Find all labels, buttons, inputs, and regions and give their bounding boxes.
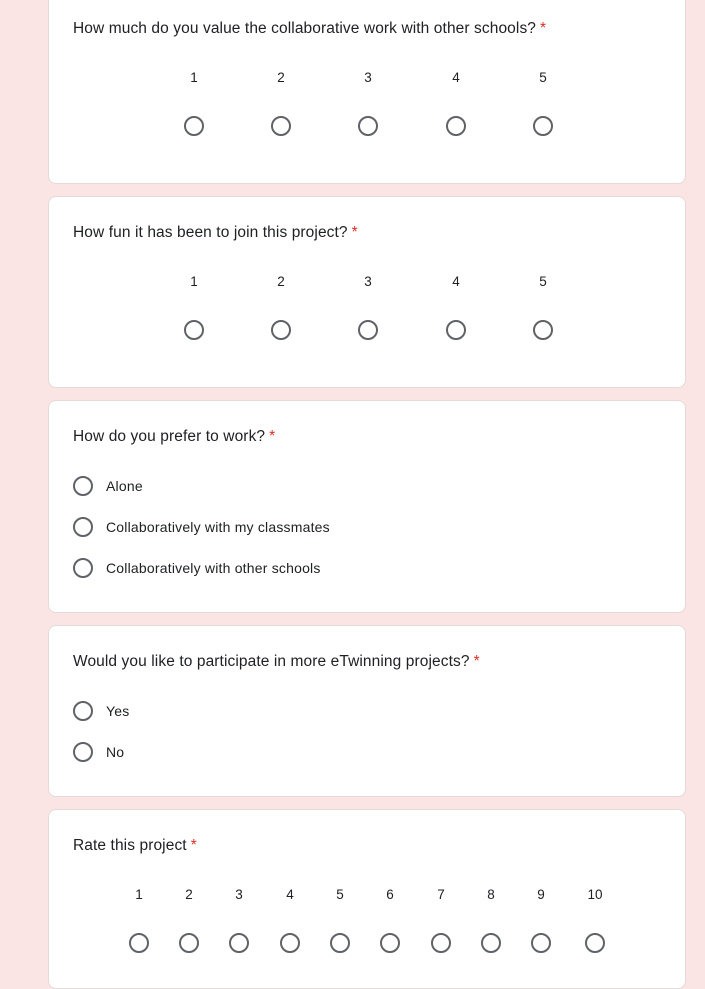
question-card-rate-project <box>48 809 686 989</box>
scale-radio-4[interactable] <box>280 933 300 953</box>
scale-label-9: 9 <box>537 887 545 902</box>
option-label[interactable]: Alone <box>106 478 143 494</box>
scale-radio-8[interactable] <box>481 933 501 953</box>
scale-label-2: 2 <box>277 274 285 289</box>
scale-label-2: 2 <box>185 887 193 902</box>
scale-radio-3[interactable] <box>358 320 378 340</box>
scale-label-7: 7 <box>437 887 445 902</box>
question-text: Rate this project <box>73 837 187 854</box>
scale-radio-7[interactable] <box>431 933 451 953</box>
option-label[interactable]: Collaboratively with my classmates <box>106 519 330 535</box>
option-radio[interactable] <box>73 558 93 578</box>
question-card-work-preference <box>48 400 686 613</box>
question-card-value-collaboration <box>48 0 686 184</box>
option-radio[interactable] <box>73 517 93 537</box>
option-label[interactable]: No <box>106 744 125 760</box>
question-title <box>73 428 275 446</box>
scale-radio-2[interactable] <box>271 116 291 136</box>
required-asterisk: * <box>190 837 197 854</box>
scale-label-5: 5 <box>539 70 547 85</box>
scale-radio-9[interactable] <box>531 933 551 953</box>
question-title <box>73 224 358 242</box>
scale-label-4: 4 <box>452 274 460 289</box>
scale-radio-5[interactable] <box>533 116 553 136</box>
required-asterisk: * <box>351 224 358 241</box>
scale-radio-1[interactable] <box>184 116 204 136</box>
question-card-more-projects <box>48 625 686 797</box>
option-radio[interactable] <box>73 476 93 496</box>
scale-radio-1[interactable] <box>184 320 204 340</box>
scale-label-3: 3 <box>364 70 372 85</box>
scale-radio-4[interactable] <box>446 116 466 136</box>
question-text: How fun it has been to join this project? <box>73 224 348 241</box>
scale-label-1: 1 <box>190 274 198 289</box>
option-label[interactable]: Yes <box>106 703 130 719</box>
question-text: Would you like to participate in more eTwinning projects? <box>73 653 470 670</box>
scale-label-1: 1 <box>135 887 143 902</box>
scale-label-6: 6 <box>386 887 394 902</box>
question-text: How do you prefer to work? <box>73 428 266 445</box>
scale-radio-2[interactable] <box>271 320 291 340</box>
option-radio[interactable] <box>73 701 93 721</box>
scale-label-3: 3 <box>235 887 243 902</box>
required-asterisk: * <box>269 428 276 445</box>
question-card-fun <box>48 196 686 388</box>
option-radio[interactable] <box>73 742 93 762</box>
scale-radio-10[interactable] <box>585 933 605 953</box>
question-title <box>73 20 546 38</box>
question-title <box>73 653 480 671</box>
scale-radio-4[interactable] <box>446 320 466 340</box>
question-text: How much do you value the collaborative work with other schools? <box>73 20 537 37</box>
scale-label-4: 4 <box>286 887 294 902</box>
scale-label-10: 10 <box>587 887 603 902</box>
scale-radio-5[interactable] <box>330 933 350 953</box>
scale-label-8: 8 <box>487 887 495 902</box>
scale-radio-3[interactable] <box>358 116 378 136</box>
scale-radio-6[interactable] <box>380 933 400 953</box>
scale-label-1: 1 <box>190 70 198 85</box>
scale-label-5: 5 <box>336 887 344 902</box>
required-asterisk: * <box>540 20 547 37</box>
scale-radio-5[interactable] <box>533 320 553 340</box>
required-asterisk: * <box>473 653 480 670</box>
scale-radio-2[interactable] <box>179 933 199 953</box>
scale-radio-1[interactable] <box>129 933 149 953</box>
scale-label-5: 5 <box>539 274 547 289</box>
scale-radio-3[interactable] <box>229 933 249 953</box>
question-title <box>73 837 197 855</box>
scale-label-3: 3 <box>364 274 372 289</box>
scale-label-2: 2 <box>277 70 285 85</box>
option-label[interactable]: Collaboratively with other schools <box>106 560 321 576</box>
scale-label-4: 4 <box>452 70 460 85</box>
